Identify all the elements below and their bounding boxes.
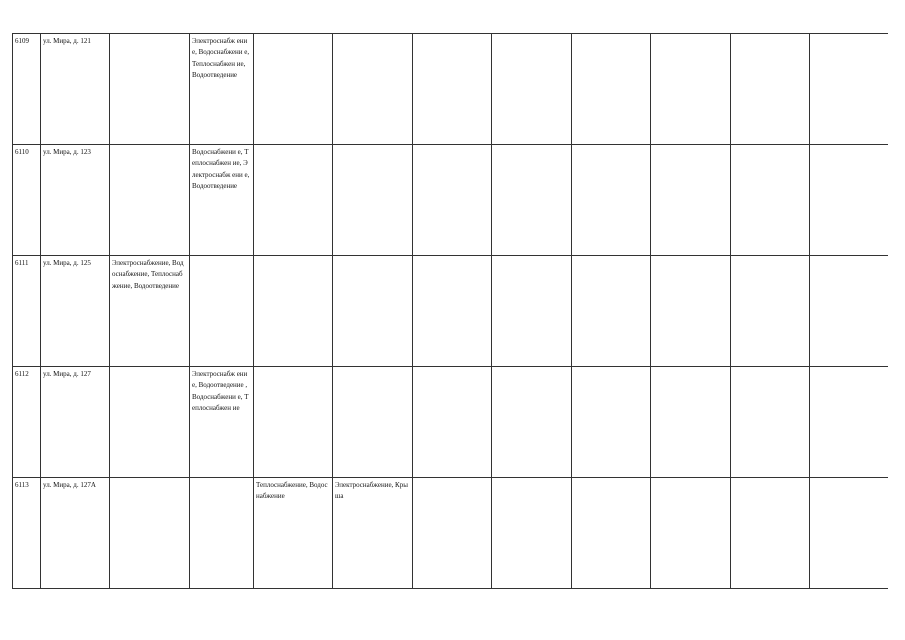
empty-cell	[731, 478, 810, 589]
empty-cell	[492, 367, 572, 478]
empty-cell	[572, 478, 651, 589]
address-cell: ул. Мира, д. 121	[41, 34, 110, 145]
works-cell-5	[254, 34, 333, 145]
row-number-cell: 6113	[13, 478, 41, 589]
empty-cell	[651, 478, 731, 589]
row-number-cell: 6109	[13, 34, 41, 145]
empty-cell	[413, 34, 492, 145]
empty-cell	[810, 478, 888, 589]
empty-cell	[651, 367, 731, 478]
works-cell-3	[110, 478, 190, 589]
table-row	[13, 367, 888, 478]
row-number-cell: 6112	[13, 367, 41, 478]
empty-cell	[413, 478, 492, 589]
empty-cell	[492, 478, 572, 589]
empty-cell	[731, 256, 810, 367]
table-body	[13, 34, 888, 589]
address-cell: ул. Мира, д. 125	[41, 256, 110, 367]
empty-cell	[651, 256, 731, 367]
works-cell-6	[333, 145, 413, 256]
empty-cell	[572, 367, 651, 478]
empty-cell	[572, 145, 651, 256]
address-cell: ул. Мира, д. 127	[41, 367, 110, 478]
works-cell-4: Водоснабжени е, Теплоснабжен ие, Электроснабж ени е, Водоотведение	[190, 145, 254, 256]
empty-cell	[413, 145, 492, 256]
empty-cell	[413, 256, 492, 367]
works-cell-3	[110, 145, 190, 256]
works-cell-6	[333, 34, 413, 145]
row-number-cell: 6110	[13, 145, 41, 256]
row-number-cell: 6111	[13, 256, 41, 367]
empty-cell	[572, 34, 651, 145]
table-row	[13, 145, 888, 256]
works-cell-4	[190, 478, 254, 589]
empty-cell	[492, 256, 572, 367]
works-cell-6	[333, 367, 413, 478]
table-row	[13, 478, 888, 589]
empty-cell	[651, 145, 731, 256]
address-cell: ул. Мира, д. 127А	[41, 478, 110, 589]
empty-cell	[492, 145, 572, 256]
works-cell-4: Электроснабж ени е, Водоотведение , Водоснабжени е, Теплоснабжен ие	[190, 367, 254, 478]
empty-cell	[731, 34, 810, 145]
works-cell-5: Теплоснабжение, Водоснабжение	[254, 478, 333, 589]
works-cell-3	[110, 367, 190, 478]
address-works-table	[12, 33, 888, 589]
empty-cell	[492, 34, 572, 145]
works-cell-5	[254, 256, 333, 367]
works-cell-5	[254, 145, 333, 256]
works-cell-6	[333, 256, 413, 367]
works-cell-4: Электроснабж ени е, Водоснабжени е, Теплоснабжен ие, Водоотведение	[190, 34, 254, 145]
works-cell-3	[110, 34, 190, 145]
works-cell-4	[190, 256, 254, 367]
address-cell: ул. Мира, д. 123	[41, 145, 110, 256]
works-cell-5	[254, 367, 333, 478]
table-row	[13, 256, 888, 367]
empty-cell	[651, 34, 731, 145]
empty-cell	[731, 145, 810, 256]
works-cell-6: Электроснабжение, Крыша	[333, 478, 413, 589]
empty-cell	[810, 34, 888, 145]
empty-cell	[572, 256, 651, 367]
table-row	[13, 34, 888, 145]
empty-cell	[810, 256, 888, 367]
empty-cell	[731, 367, 810, 478]
empty-cell	[413, 367, 492, 478]
empty-cell	[810, 145, 888, 256]
empty-cell	[810, 367, 888, 478]
works-cell-3: Электроснабжение, Водоснабжение, Теплоснабжение, Водоотведение	[110, 256, 190, 367]
